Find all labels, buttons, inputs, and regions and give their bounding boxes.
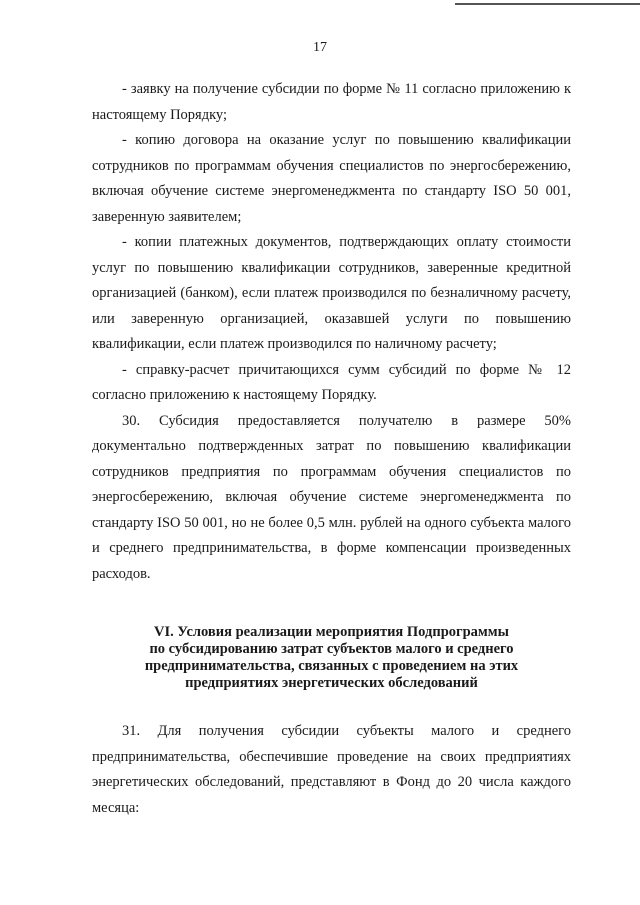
paragraph-clause-30: 30. Субсидия предоставляется получателю в размере 50% документально подтвержденных затрат по повышению квалификации сотрудников предприятия по программам обучения специалистов по энергосбережению, включая обучение системе энергоменеджмента по стандарту ISO 50 001, но не более 0,5 млн. рублей на одного субъекта малого и среднего предпринимательства, в форме компенсации произведенных расходов. xyxy=(92,412,571,582)
paragraph-contract-copy: - копию договора на оказание услуг по повышению квалификации сотрудников по программам обучения специалистов по энергосбережению, включая обучение системе энергоменеджмента по стандарту ISO 50 001, заверенную заявителем; xyxy=(92,132,571,225)
page-number: 17 xyxy=(313,40,327,55)
section-heading xyxy=(92,624,571,692)
section-heading-line: предприятиях энергетических обследований xyxy=(185,675,478,691)
paragraph-application-form: - заявку на получение субсидии по форме № 11 согласно приложению к настоящему Порядку; xyxy=(92,81,571,123)
section-heading-line: VI. Условия реализации мероприятия Подпрограммы xyxy=(154,624,509,640)
paragraph-calculation-certificate: - справку-расчет причитающихся сумм субсидий по форме № 12 согласно приложению к настоящему Порядку. xyxy=(92,361,571,403)
section-heading-line: предпринимательства, связанных с проведением на этих xyxy=(144,658,519,674)
top-edge-line xyxy=(455,3,640,5)
body-text-bottom xyxy=(92,719,571,821)
section-heading-line: по субсидированию затрат субъектов малого и среднего xyxy=(149,641,514,657)
body-text-top xyxy=(92,77,571,587)
paragraph-clause-31: 31. Для получения субсидии субъекты малого и среднего предпринимательства, обеспечившие проведение на своих предприятиях энергетических обследований, представляют в Фонд до 20 числа каждого месяца: xyxy=(92,723,571,816)
paragraph-payment-documents: - копии платежных документов, подтверждающих оплату стоимости услуг по повышению квалификации сотрудников, заверенные кредитной организацией (банком), если платеж производился по безналичному расчету, или заверенную организацией, оказавшей услуги по повышению квалификации, если платеж производился по наличному расчету; xyxy=(92,234,571,352)
